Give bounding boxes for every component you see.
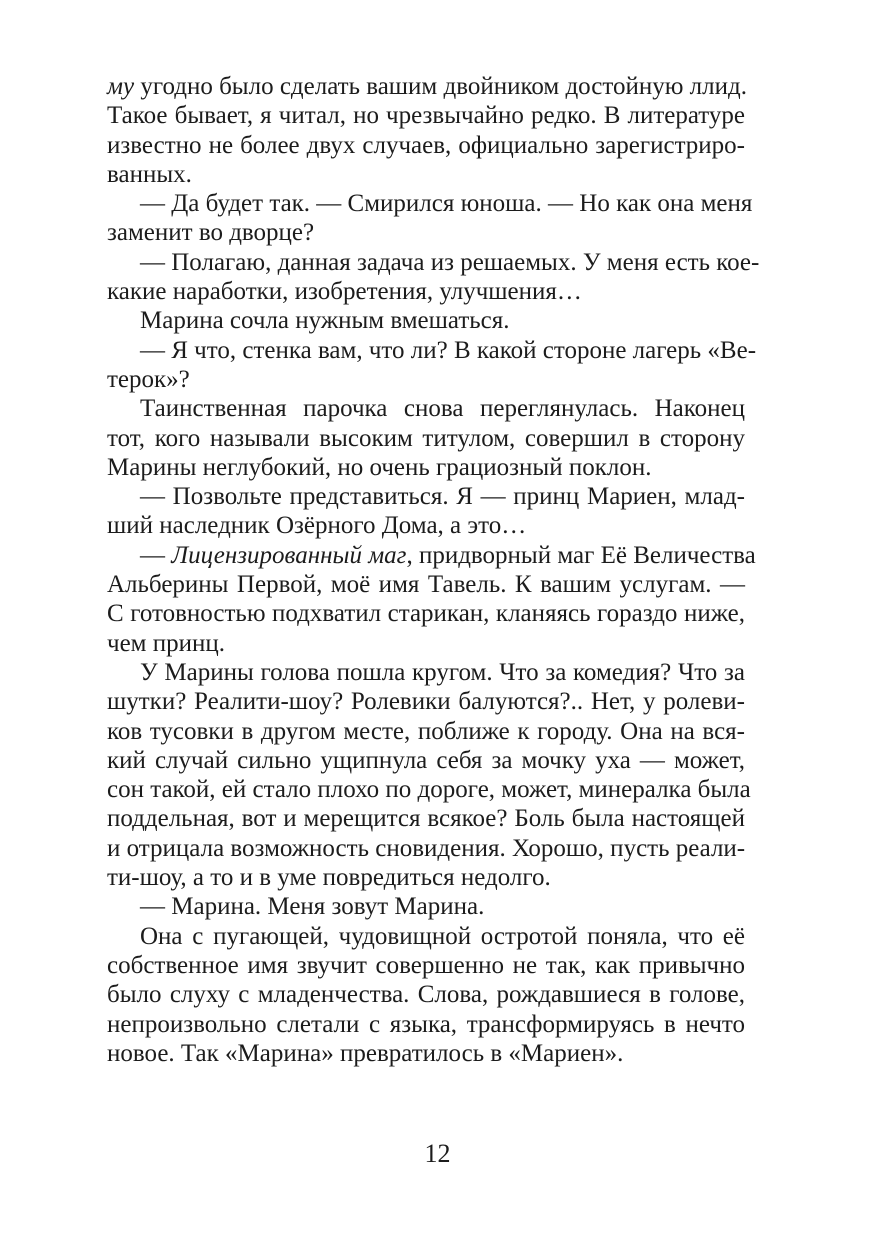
text-line <box>107 1010 745 1039</box>
text-line <box>107 951 745 980</box>
text-span: Марины неглубокий, но очень грациозный поклон. <box>107 453 652 481</box>
text-span: С готовностью подхватил старикан, кланяясь гораздо ниже, <box>107 600 745 628</box>
text-span: кий случай сильно ущипнула себя за мочку уха — может, <box>107 746 745 774</box>
text-line <box>107 717 745 746</box>
text-span: — Марина. Меня зовут Марина. <box>140 893 485 921</box>
text-line <box>107 511 745 540</box>
text-span: поддельная, вот и мерещится всякое? Боль была настоящей <box>107 805 745 833</box>
text-line <box>107 863 745 892</box>
text-line <box>107 453 745 482</box>
text-line <box>107 629 745 658</box>
text-span: — <box>140 541 172 569</box>
text-span: Она с пугающей, чудовищной остротой поняла, что её <box>140 922 745 950</box>
text-line <box>107 980 745 1009</box>
text-span: чем принц. <box>107 629 226 657</box>
text-line <box>107 101 745 130</box>
italic-term: му <box>107 73 135 100</box>
text-span: непроизвольно слетали с языка, трансформируясь в нечто <box>107 1010 745 1038</box>
text-line <box>107 336 757 365</box>
text-line <box>107 775 751 804</box>
page-number: 12 <box>424 1139 451 1168</box>
text-span: заменит во дворце? <box>107 219 315 247</box>
text-span: собственное имя звучит совершенно не так, как привычно <box>107 951 745 979</box>
text-line <box>107 892 745 921</box>
text-span: и отрицала возможность сновидения. Хорошо, пусть реали- <box>107 834 746 862</box>
text-span: было слуху с младенчества. Слова, рождавшиеся в голове, <box>107 981 745 1009</box>
text-line <box>107 834 745 863</box>
text-line <box>107 687 745 716</box>
text-line <box>107 482 745 511</box>
text-span: тот, кого называли высоким титулом, совершил в сторону <box>107 424 745 452</box>
text-span: ванных. <box>107 160 192 188</box>
text-span: — Позвольте представиться. Я — принц Мариен, млад- <box>140 483 745 511</box>
text-span: — Я что, стенка вам, что ли? В какой стороне лагерь «Ве- <box>140 336 757 364</box>
text-line <box>107 804 745 833</box>
text-span: ший наследник Озёрного Дома, а это… <box>107 512 527 540</box>
text-line <box>107 218 745 247</box>
text-span: шутки? Реалити-шоу? Ролевики балуются?.. Нет, у ролеви- <box>107 688 745 716</box>
text-line <box>107 599 745 628</box>
text-line <box>107 922 745 951</box>
text-span: ти-шоу, а то и в уме повредиться недолго. <box>107 864 551 892</box>
text-span: , придворный маг Её Величества <box>406 541 756 569</box>
text-span: Такое бывает, я читал, но чрезвычайно редко. В литературе <box>107 102 745 130</box>
text-line <box>107 306 745 335</box>
text-span: У Марины голова пошла кругом. Что за комедия? Что за <box>140 658 745 686</box>
text-span: Таинственная парочка снова переглянулась. Наконец <box>140 395 745 423</box>
text-span: ков тусовки в другом месте, поближе к городу. Она на вся- <box>107 717 745 745</box>
text-span: угодно было сделать вашим двойником достойную ллид. <box>134 73 747 100</box>
text-line <box>107 570 745 599</box>
text-span: Марина сочла нужным вмешаться. <box>140 307 510 335</box>
text-line <box>107 277 745 306</box>
text-span: Альберины Первой, моё имя Тавель. К вашим услугам. — <box>107 571 745 599</box>
text-line <box>107 746 745 775</box>
text-line <box>107 424 745 453</box>
text-span: известно не более двух случаев, официально зарегистриро- <box>107 131 745 159</box>
text-span: терок»? <box>107 365 190 393</box>
text-span: — Полагаю, данная задача из решаемых. У меня есть кое- <box>140 248 760 276</box>
text-line <box>107 131 745 160</box>
text-line <box>107 658 745 687</box>
text-span: какие наработки, изобретения, улучшения… <box>107 278 582 306</box>
text-line <box>107 541 756 570</box>
text-line <box>107 72 745 101</box>
text-span: новое. Так «Марина» превратилось в «Мариен». <box>107 1039 624 1067</box>
text-line <box>107 160 745 189</box>
text-span: сон такой, ей стало плохо по дороге, может, минералка была <box>107 776 751 804</box>
page-body <box>107 72 760 1068</box>
text-span: — Да будет так. — Смирился юноша. — Но как она меня <box>140 190 753 218</box>
text-line <box>107 394 745 423</box>
text-line <box>107 189 753 218</box>
text-line <box>107 248 760 277</box>
italic-term: Лицензированный маг <box>171 541 407 569</box>
text-line <box>107 1039 745 1068</box>
text-line <box>107 365 745 394</box>
